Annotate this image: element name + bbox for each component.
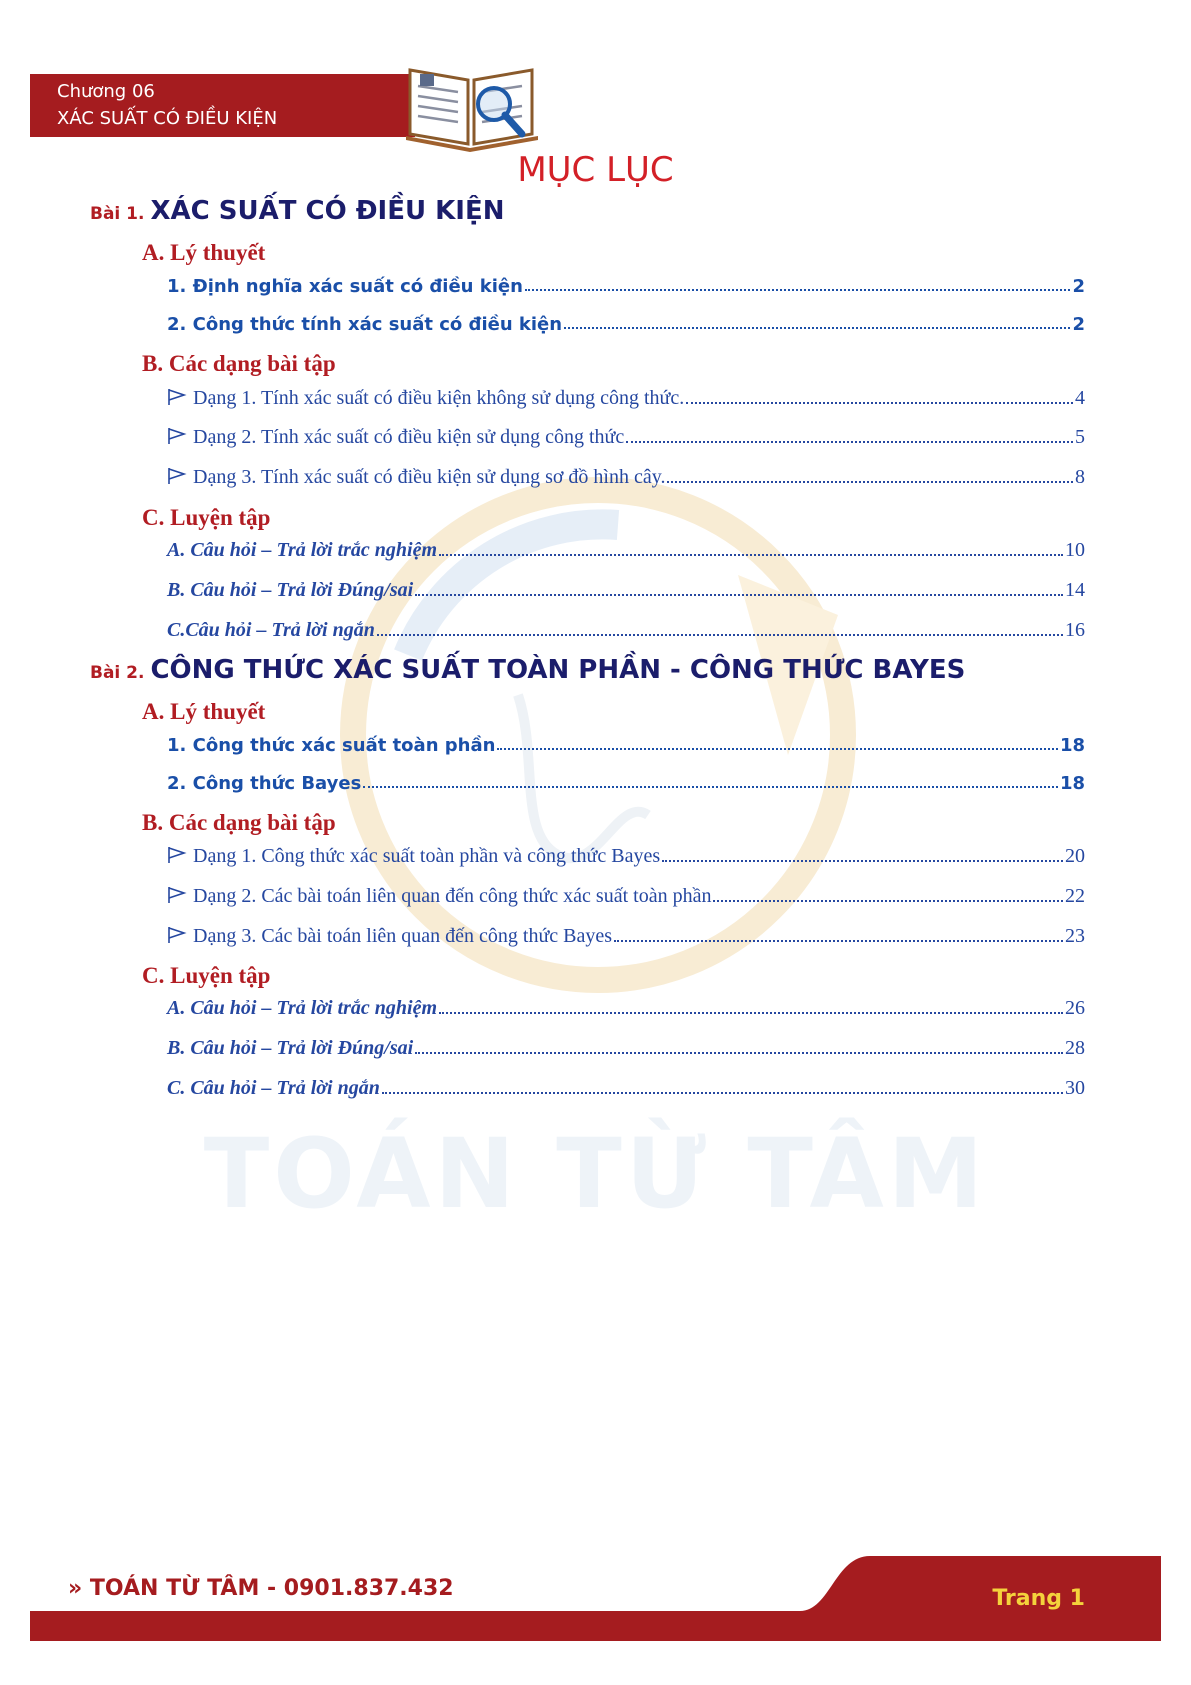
section-heading[interactable]: B. Các dạng bài tập [142, 810, 336, 835]
chapter-banner [30, 74, 415, 137]
lesson-2-heading[interactable] [90, 655, 965, 695]
section-heading[interactable]: A. Lý thuyết [142, 699, 266, 724]
toc-entry[interactable]: 2. Công thức tính xác suất có điều kiện 2 [167, 314, 1085, 335]
flag-icon [167, 926, 187, 944]
flag-icon [167, 467, 187, 485]
page-number: 14 [1065, 579, 1085, 601]
toc-entry[interactable]: 2. Công thức Bayes 18 [167, 773, 1085, 794]
page-number: 30 [1065, 1077, 1085, 1099]
section-heading[interactable]: A. Lý thuyết [142, 240, 266, 265]
toc-entry[interactable]: Dạng 3. Tính xác suất có điều kiện sử dụng sơ đồ hình cây. 8 [167, 463, 1085, 489]
lesson-prefix: Bài 1. [90, 204, 145, 224]
toc-title: MỤC LỤC [517, 150, 674, 190]
toc-entry[interactable]: A. Câu hỏi – Trả lời trắc nghiệm 26 [167, 997, 1085, 1019]
page-number: 4 [1075, 387, 1085, 409]
book-magnifier-icon [402, 52, 542, 152]
toc-entry[interactable]: 1. Định nghĩa xác suất có điều kiện 2 [167, 276, 1085, 297]
toc-entry[interactable]: C. Câu hỏi – Trả lời ngắn 30 [167, 1077, 1085, 1099]
flag-icon [167, 388, 187, 406]
page-number: 2 [1072, 314, 1085, 335]
watermark-text: TOÁN TỪ TÂM [203, 1118, 988, 1230]
toc-entry[interactable]: 1. Công thức xác suất toàn phần 18 [167, 735, 1085, 756]
chapter-title: XÁC SUẤT CÓ ĐIỀU KIỆN [57, 108, 278, 129]
footer-contact: » TOÁN TỪ TÂM - 0901.837.432 [68, 1576, 454, 1601]
page-number: 28 [1065, 1037, 1085, 1059]
lesson-prefix: Bài 2. [90, 663, 145, 683]
toc-entry[interactable]: Dạng 2. Các bài toán liên quan đến công thức xác suất toàn phần 22 [167, 882, 1085, 908]
page-number: 22 [1065, 885, 1085, 907]
page-number: 2 [1072, 276, 1085, 297]
page-number: 23 [1065, 925, 1085, 947]
toc-entry[interactable]: Dạng 3. Các bài toán liên quan đến công thức Bayes 23 [167, 922, 1085, 948]
chapter-label: Chương 06 [57, 81, 155, 102]
flag-icon [167, 886, 187, 904]
page-indicator: Trang 1 [992, 1586, 1085, 1611]
toc-entry[interactable]: B. Câu hỏi – Trả lời Đúng/sai 14 [167, 579, 1085, 601]
section-heading[interactable]: C. Luyện tập [142, 963, 271, 988]
section-heading[interactable]: B. Các dạng bài tập [142, 351, 336, 376]
page-number: 26 [1065, 997, 1085, 1019]
flag-icon [167, 427, 187, 445]
toc-entry[interactable]: C.Câu hỏi – Trả lời ngắn 16 [167, 619, 1085, 641]
toc-entry[interactable]: A. Câu hỏi – Trả lời trắc nghiệm 10 [167, 539, 1085, 561]
section-heading[interactable]: C. Luyện tập [142, 505, 271, 530]
toc-entry[interactable]: Dạng 1. Công thức xác suất toàn phần và công thức Bayes 20 [167, 842, 1085, 868]
page-number: 16 [1065, 619, 1085, 641]
toc-entry[interactable]: B. Câu hỏi – Trả lời Đúng/sai 28 [167, 1037, 1085, 1059]
page-number: 10 [1065, 539, 1085, 561]
page-number: 20 [1065, 845, 1085, 867]
page-number: 18 [1059, 735, 1085, 756]
page-number: 8 [1075, 466, 1085, 488]
page-number: 5 [1075, 426, 1085, 448]
lesson-1-heading[interactable] [90, 196, 504, 236]
toc-entry[interactable]: Dạng 1. Tính xác suất có điều kiện không sử dụng công thức. 4 [167, 384, 1085, 410]
lesson-title: CÔNG THỨC XÁC SUẤT TOÀN PHẦN - CÔNG THỨC BAYES [150, 655, 966, 685]
page-number: 18 [1059, 773, 1085, 794]
toc-entry[interactable]: Dạng 2. Tính xác suất có điều kiện sử dụng công thức 5 [167, 423, 1085, 449]
flag-icon [167, 846, 187, 864]
lesson-title: XÁC SUẤT CÓ ĐIỀU KIỆN [150, 196, 505, 226]
